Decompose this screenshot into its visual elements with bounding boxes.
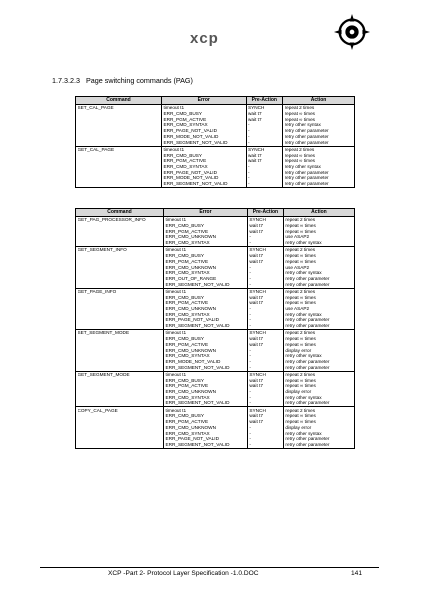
action-line: retry other syntax bbox=[284, 163, 321, 169]
error-line: timeout t1 bbox=[163, 146, 185, 152]
error-line: ERR_CMD_UNKNOWN bbox=[165, 234, 216, 240]
action-line: repeat ∞ times bbox=[285, 341, 316, 347]
action-line: retry other syntax bbox=[285, 394, 322, 400]
pre-action-line: SYNCH bbox=[248, 146, 265, 152]
table-row bbox=[76, 217, 355, 247]
action-line: retry other syntax bbox=[285, 270, 322, 276]
pre-action-cell bbox=[247, 330, 283, 372]
footer-divider bbox=[40, 567, 379, 568]
command-cell bbox=[76, 330, 164, 372]
pre-action-line: - bbox=[248, 128, 250, 134]
pre-action-cell bbox=[246, 146, 283, 188]
error-line: ERR_PGM_ACTIVE bbox=[165, 341, 209, 347]
error-table-1 bbox=[75, 96, 355, 188]
error-line: ERR_CMD_SYNTAX bbox=[165, 240, 210, 246]
error-line: timeout t1 bbox=[165, 330, 187, 336]
table-row bbox=[76, 105, 355, 147]
action-line: retry other parameter bbox=[284, 133, 329, 139]
error-line: timeout t1 bbox=[165, 247, 187, 253]
error-line: ERR_SEGMENT_NOT_VALID bbox=[163, 181, 228, 187]
error-line: ERR_SEGMENT_NOT_VALID bbox=[165, 441, 230, 447]
error-line: ERR_CMD_UNKNOWN bbox=[165, 306, 216, 312]
pre-action-line: - bbox=[248, 175, 250, 181]
pre-action-line: - bbox=[249, 441, 251, 447]
pre-action-line: - bbox=[249, 424, 251, 430]
pre-action-line: - bbox=[249, 234, 251, 240]
action-cell bbox=[283, 146, 355, 188]
action-line: retry other parameter bbox=[284, 181, 329, 187]
col-error: Error bbox=[161, 97, 246, 105]
pre-action-line: - bbox=[249, 306, 251, 312]
error-cell bbox=[163, 288, 247, 330]
action-line: retry other syntax bbox=[285, 240, 322, 246]
pre-action-line: wait t7 bbox=[249, 336, 263, 342]
action-line: retry other parameter bbox=[285, 281, 330, 287]
pre-action-cell bbox=[247, 407, 283, 449]
action-line: retry other syntax bbox=[284, 122, 321, 128]
pre-action-line: SYNCH bbox=[249, 330, 266, 336]
action-line: repeat ∞ times bbox=[285, 294, 316, 300]
error-line: ERR_PAGE_NOT_VALID bbox=[163, 128, 217, 134]
table-header-row bbox=[76, 209, 355, 217]
command-name: COPY_CAL_PAGE bbox=[77, 407, 118, 413]
pre-action-line: SYNCH bbox=[249, 371, 266, 377]
pre-action-line: - bbox=[249, 275, 251, 281]
col-command: Command bbox=[76, 209, 164, 217]
command-name: GET_SEGMENT_INFO bbox=[77, 247, 127, 253]
error-table-2 bbox=[75, 208, 355, 449]
section-heading bbox=[52, 76, 193, 85]
error-line: ERR_CMD_UNKNOWN bbox=[165, 347, 216, 353]
action-line: repeat 2 times bbox=[284, 105, 315, 111]
section-title: Page switching commands (PAG) bbox=[85, 76, 193, 85]
error-cell bbox=[161, 105, 246, 147]
action-line: repeat ∞ times bbox=[285, 258, 316, 264]
command-cell bbox=[76, 105, 162, 147]
error-line: ERR_CMD_BUSY bbox=[163, 152, 203, 158]
action-line: retry other parameter bbox=[284, 175, 329, 181]
action-line: display error bbox=[285, 389, 312, 395]
error-line: ERR_CMD_BUSY bbox=[165, 413, 205, 419]
pre-action-line: SYNCH bbox=[249, 247, 266, 253]
col-action: Action bbox=[283, 209, 354, 217]
action-cell bbox=[283, 407, 354, 449]
command-cell bbox=[76, 217, 164, 247]
error-cell bbox=[163, 371, 247, 407]
action-cell bbox=[283, 217, 354, 247]
action-line: retry other parameter bbox=[285, 441, 330, 447]
table-row bbox=[76, 407, 355, 449]
action-line: repeat ∞ times bbox=[285, 336, 316, 342]
action-line: retry other parameter bbox=[285, 323, 330, 329]
action-line: repeat ∞ times bbox=[284, 116, 316, 122]
section-number: 1.7.3.2.3 bbox=[52, 76, 80, 85]
error-line: ERR_PAGE_NOT_VALID bbox=[165, 436, 219, 442]
action-line: retry other parameter bbox=[285, 317, 330, 323]
action-line: repeat 2 times bbox=[285, 288, 316, 294]
error-line: ERR_PGM_ACTIVE bbox=[163, 158, 207, 164]
pre-action-line: wait t7 bbox=[248, 116, 262, 122]
action-line: repeat ∞ times bbox=[285, 377, 316, 383]
action-line: retry other parameter bbox=[285, 400, 330, 406]
table-header-row bbox=[76, 97, 355, 105]
action-line: repeat ∞ times bbox=[285, 419, 316, 425]
col-pre-action: Pre-Action bbox=[247, 209, 283, 217]
action-line: repeat ∞ times bbox=[284, 152, 316, 158]
pre-action-cell bbox=[247, 371, 283, 407]
action-line: repeat ∞ times bbox=[285, 253, 316, 259]
pre-action-line: - bbox=[249, 347, 251, 353]
error-line: ERR_PGM_ACTIVE bbox=[165, 419, 209, 425]
pre-action-line: wait t7 bbox=[249, 413, 263, 419]
pre-action-line: wait t7 bbox=[248, 111, 262, 116]
error-line: ERR_PGM_ACTIVE bbox=[163, 116, 207, 122]
error-line: timeout t1 bbox=[165, 371, 187, 377]
pre-action-cell bbox=[247, 217, 283, 247]
action-line: repeat ∞ times bbox=[285, 223, 316, 228]
error-line: ERR_CMD_BUSY bbox=[165, 253, 205, 259]
error-line: ERR_CMD_SYNTAX bbox=[165, 430, 210, 436]
action-line: display error bbox=[285, 347, 312, 353]
pre-action-line: - bbox=[249, 270, 251, 276]
pre-action-line: - bbox=[249, 323, 251, 329]
error-cell bbox=[163, 247, 247, 289]
error-line: timeout t1 bbox=[165, 217, 187, 223]
action-line: retry other parameter bbox=[285, 275, 330, 281]
pre-action-line: - bbox=[249, 436, 251, 442]
page-number: 141 bbox=[351, 570, 363, 577]
pre-action-line: - bbox=[248, 139, 250, 145]
action-line: retry other syntax bbox=[285, 311, 322, 317]
table-row bbox=[76, 330, 355, 372]
error-line: ERR_SEGMENT_NOT_VALID bbox=[165, 400, 230, 406]
error-line: ERR_PAGE_NOT_VALID bbox=[163, 169, 217, 175]
action-line: repeat ∞ times bbox=[285, 413, 316, 419]
error-line: ERR_CMD_BUSY bbox=[165, 294, 205, 300]
pre-action-line: - bbox=[249, 358, 251, 364]
error-line: ERR_SEGMENT_NOT_VALID bbox=[165, 281, 230, 287]
pre-action-cell bbox=[247, 247, 283, 289]
action-line: repeat ∞ times bbox=[285, 300, 316, 306]
action-line: repeat 2 times bbox=[284, 146, 315, 152]
col-error: Error bbox=[163, 209, 247, 217]
pre-action-line: wait t7 bbox=[248, 158, 262, 164]
error-line: ERR_OUT_OF_RANGE bbox=[165, 275, 217, 281]
action-cell bbox=[283, 288, 354, 330]
error-cell bbox=[163, 217, 247, 247]
error-line: ERR_MODE_NOT_VALID bbox=[163, 175, 219, 181]
command-cell bbox=[76, 407, 164, 449]
pre-action-line: wait t7 bbox=[249, 294, 263, 300]
action-line: retry other parameter bbox=[285, 358, 330, 364]
action-line: repeat ∞ times bbox=[285, 383, 316, 389]
error-line: ERR_PGM_ACTIVE bbox=[165, 300, 209, 306]
action-line: retry other parameter bbox=[285, 364, 330, 370]
command-cell bbox=[76, 146, 162, 188]
action-line: retry other parameter bbox=[284, 139, 329, 145]
error-line: ERR_CMD_BUSY bbox=[163, 111, 203, 116]
col-command: Command bbox=[76, 97, 162, 105]
action-line: repeat 2 times bbox=[285, 371, 316, 377]
error-line: timeout t1 bbox=[165, 288, 187, 294]
pre-action-line: - bbox=[248, 122, 250, 128]
table-row bbox=[76, 146, 355, 188]
error-line: ERR_CMD_SYNTAX bbox=[163, 122, 208, 128]
error-line: ERR_PGM_ACTIVE bbox=[165, 258, 209, 264]
pre-action-line: wait t7 bbox=[249, 253, 263, 259]
action-line: retry other syntax bbox=[285, 353, 322, 359]
compass-logo-icon bbox=[333, 13, 371, 51]
pre-action-line: - bbox=[249, 364, 251, 370]
error-cell bbox=[163, 407, 247, 449]
action-cell bbox=[283, 105, 355, 147]
pre-action-line: SYNCH bbox=[249, 217, 266, 223]
action-cell bbox=[283, 330, 354, 372]
action-line: use ASAP2 bbox=[285, 264, 310, 270]
command-cell bbox=[76, 288, 164, 330]
action-line: repeat ∞ times bbox=[284, 158, 316, 164]
pre-action-line: - bbox=[248, 169, 250, 175]
error-line: ERR_SEGMENT_NOT_VALID bbox=[165, 323, 230, 329]
col-pre-action: Pre-Action bbox=[246, 97, 283, 105]
action-line: repeat ∞ times bbox=[284, 111, 316, 116]
pre-action-cell bbox=[246, 105, 283, 147]
pre-action-line: - bbox=[249, 400, 251, 406]
error-line: ERR_PAGE_NOT_VALID bbox=[165, 317, 219, 323]
action-line: retry other parameter bbox=[285, 436, 330, 442]
pre-action-line: wait t7 bbox=[249, 228, 263, 234]
error-line: ERR_CMD_SYNTAX bbox=[165, 270, 210, 276]
error-line: ERR_CMD_UNKNOWN bbox=[165, 424, 216, 430]
action-line: use ASAP2 bbox=[285, 306, 310, 312]
error-cell bbox=[161, 146, 246, 188]
pre-action-line: - bbox=[248, 163, 250, 169]
command-name: GET_PAG_PROCESSOR_INFO bbox=[77, 217, 146, 223]
action-line: display error bbox=[285, 424, 312, 430]
error-line: ERR_CMD_UNKNOWN bbox=[165, 264, 216, 270]
action-line: retry other parameter bbox=[284, 128, 329, 134]
error-line: timeout t1 bbox=[163, 105, 185, 111]
pre-action-line: - bbox=[249, 317, 251, 323]
table-row bbox=[76, 371, 355, 407]
table-row bbox=[76, 288, 355, 330]
error-line: ERR_PGM_ACTIVE bbox=[165, 228, 209, 234]
command-cell bbox=[76, 247, 164, 289]
error-line: ERR_MODE_NOT_VALID bbox=[163, 133, 219, 139]
error-line: ERR_CMD_BUSY bbox=[165, 377, 205, 383]
pre-action-line: SYNCH bbox=[249, 288, 266, 294]
pre-action-line: wait t7 bbox=[249, 300, 263, 306]
error-line: ERR_CMD_SYNTAX bbox=[165, 311, 210, 317]
action-line: repeat ∞ times bbox=[285, 228, 316, 234]
error-line: ERR_SEGMENT_NOT_VALID bbox=[163, 139, 228, 145]
action-cell bbox=[283, 371, 354, 407]
error-line: ERR_MODE_NOT_VALID bbox=[165, 358, 221, 364]
pre-action-line: - bbox=[249, 353, 251, 359]
pre-action-line: wait t7 bbox=[248, 152, 262, 158]
command-name: SET_SEGMENT_MODE bbox=[77, 330, 130, 336]
command-name: GET_SEGMENT_MODE bbox=[77, 371, 130, 377]
error-line: ERR_CMD_SYNTAX bbox=[165, 394, 210, 400]
action-line: repeat 2 times bbox=[285, 330, 316, 336]
pre-action-line: - bbox=[249, 281, 251, 287]
pre-action-line: wait t7 bbox=[249, 377, 263, 383]
command-name: GET_PAGE_INFO bbox=[77, 288, 117, 294]
pre-action-line: - bbox=[248, 181, 250, 187]
logo-text: xcp bbox=[190, 30, 219, 47]
action-line: use ASAP2 bbox=[285, 234, 310, 240]
pre-action-line: wait t7 bbox=[249, 223, 263, 228]
pre-action-line: wait t7 bbox=[249, 258, 263, 264]
table-row bbox=[76, 247, 355, 289]
pre-action-line: - bbox=[249, 394, 251, 400]
pre-action-line: - bbox=[249, 240, 251, 246]
action-line: retry other syntax bbox=[285, 430, 322, 436]
pre-action-line: wait t7 bbox=[249, 383, 263, 389]
command-cell bbox=[76, 371, 164, 407]
xcp-logo bbox=[190, 30, 330, 50]
pre-action-line: wait t7 bbox=[249, 341, 263, 347]
command-name: GET_CAL_PAGE bbox=[77, 146, 115, 152]
error-line: ERR_CMD_BUSY bbox=[165, 223, 205, 228]
col-action: Action bbox=[283, 97, 355, 105]
footer-title: XCP -Part 2- Protocol Layer Specification -1.0.DOC bbox=[108, 570, 259, 577]
pre-action-line: SYNCH bbox=[249, 407, 266, 413]
pre-action-line: - bbox=[249, 311, 251, 317]
pre-action-line: - bbox=[249, 389, 251, 395]
error-line: ERR_CMD_SYNTAX bbox=[165, 353, 210, 359]
pre-action-line: - bbox=[248, 133, 250, 139]
error-line: ERR_CMD_BUSY bbox=[165, 336, 205, 342]
action-line: repeat 2 times bbox=[285, 217, 316, 223]
error-cell bbox=[163, 330, 247, 372]
pre-action-cell bbox=[247, 288, 283, 330]
pre-action-line: - bbox=[249, 430, 251, 436]
error-line: ERR_PGM_ACTIVE bbox=[165, 383, 209, 389]
command-name: SET_CAL_PAGE bbox=[77, 105, 114, 111]
error-line: ERR_CMD_SYNTAX bbox=[163, 163, 208, 169]
pre-action-line: - bbox=[249, 264, 251, 270]
pre-action-line: SYNCH bbox=[248, 105, 265, 111]
error-line: ERR_CMD_UNKNOWN bbox=[165, 389, 216, 395]
pre-action-line: wait t7 bbox=[249, 419, 263, 425]
action-cell bbox=[283, 247, 354, 289]
action-line: repeat 2 times bbox=[285, 407, 316, 413]
error-line: timeout t1 bbox=[165, 407, 187, 413]
action-line: retry other parameter bbox=[284, 169, 329, 175]
action-line: repeat 2 times bbox=[285, 247, 316, 253]
error-line: ERR_SEGMENT_NOT_VALID bbox=[165, 364, 230, 370]
